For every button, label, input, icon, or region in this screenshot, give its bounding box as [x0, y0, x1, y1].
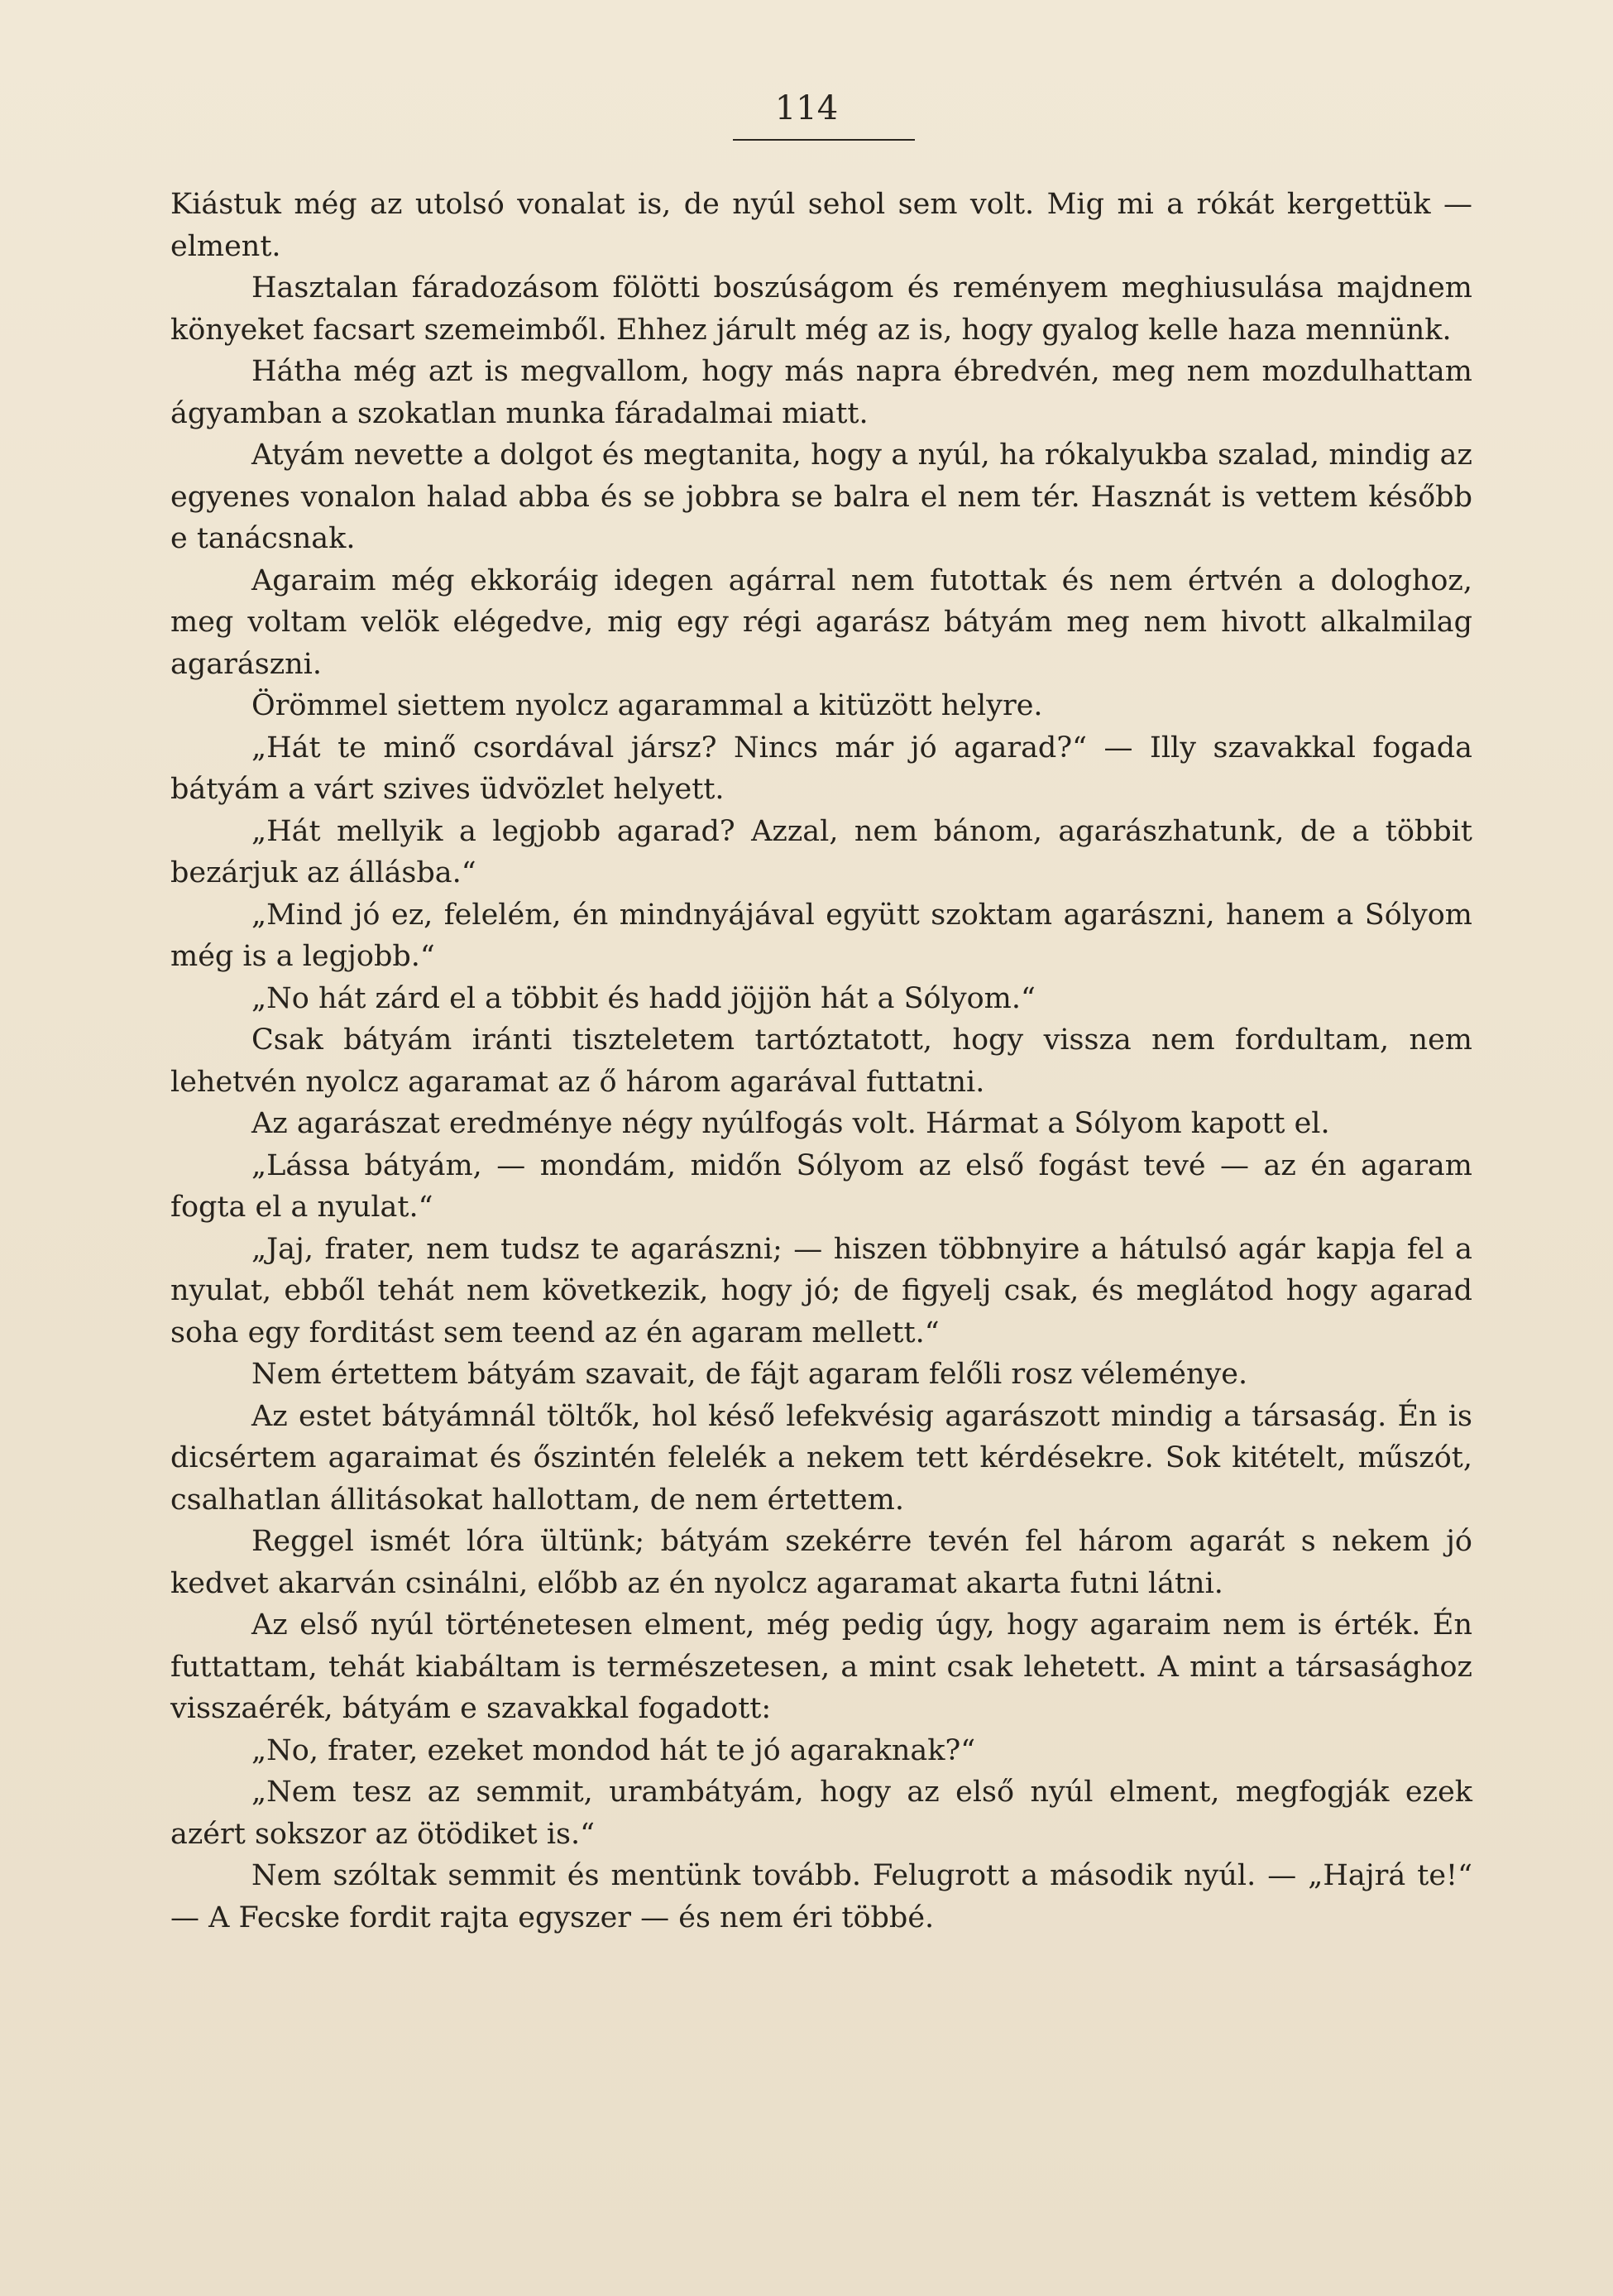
paragraph: Hátha még azt is megvallom, hogy más napra ébredvén, meg nem mozdulhattam ágyamban a szokatlan munka fáradalmai miatt.: [170, 355, 1472, 430]
paragraph: „Hát mellyik a legjobb agarad? Azzal, nem bánom, agarászhatunk, de a többit bezárjuk az állásba.“: [170, 814, 1472, 889]
paragraph: „Jaj, frater, nem tudsz te agarászni; — hiszen többnyire a hátulsó agár kapja fel a nyulat, ebből tehát nem következik, hogy jó; de figyelj csak, és meglátod hogy agarad soha egy forditást sem teend az én agaram mellett.“: [170, 1232, 1472, 1349]
paragraph: „Mind jó ez, felelém, én mindnyájával együtt szoktam agarászni, hanem a Sólyom még is a legjobb.“: [170, 898, 1472, 973]
paragraph: Nem értettem bátyám szavait, de fájt agaram felőli rosz véleménye.: [251, 1358, 1248, 1391]
paragraph: Kiástuk még az utolsó vonalat is, de nyúl sehol sem volt. Mig mi a rókát kergettük — elment.: [170, 188, 1472, 263]
paragraph: „Nem tesz az semmit, urambátyám, hogy az első nyúl elment, megfogják ezek azért sokszor az ötödiket is.“: [170, 1776, 1472, 1851]
page-number: 114: [774, 89, 839, 127]
paragraph: Az első nyúl történetesen elment, még pedig úgy, hogy agaraim nem is érték. Én futtattam, tehát kiabáltam is természetesen, a mint csak lehetett. A mint a társasághoz visszaérék, bátyám e szavakkal fogadott:: [170, 1608, 1472, 1725]
paragraph: Csak bátyám iránti tiszteletem tartóztatott, hogy vissza nem fordultam, nem lehetvén nyolcz agaramat az ő három agarával futtatni.: [170, 1023, 1472, 1099]
paragraph: „Hát te minő csordával jársz? Nincs már jó agarad?“ — Illy szavakkal fogada bátyám a várt szives üdvözlet helyett.: [170, 731, 1472, 806]
paragraph: Az estet bátyámnál töltők, hol késő lefekvésig agarászott mindig a társaság. Én is dicsértem agaraimat és őszintén felelék a nekem tett kérdésekre. Sok kitételt, műszót, csalhatlan állitásokat hallottam, de nem értettem.: [170, 1399, 1472, 1517]
paragraph: Nem szóltak semmit és mentünk tovább. Felugrott a második nyúl. — „Hajrá te!“ — A Fecske fordit rajta egyszer — és nem éri többé.: [170, 1859, 1472, 1934]
paragraph: „Lássa bátyám, — mondám, midőn Sólyom az első fogást tevé — az én agaram fogta el a nyulat.“: [170, 1148, 1472, 1224]
paragraph: Örömmel siettem nyolcz agarammal a kitüzött helyre.: [251, 689, 1043, 722]
paragraph: Atyám nevette a dolgot és megtanita, hogy a nyúl, ha rókalyukba szalad, mindig az egyenes vonalon halad abba és se jobbra se balra el nem tér. Hasznát is vettem később e tanácsnak.: [170, 439, 1472, 555]
paragraph: Agaraim még ekkoráig idegen agárral nem futottak és nem értvén a dologhoz, meg voltam velök elégedve, mig egy régi agarász bátyám meg nem hivott alkalmilag agarászni.: [170, 563, 1472, 681]
paragraph: Hasztalan fáradozásom fölötti boszúságom és reményem meghiusulása majdnem könyeket facsart szemeimből. Ehhez járult még az is, hogy gyalog kelle haza mennünk.: [170, 271, 1472, 347]
paragraph: Az agarászat eredménye négy nyúlfogás volt. Hármat a Sólyom kapott el.: [251, 1107, 1330, 1140]
page-number-rule: [733, 139, 915, 141]
paragraph: „No, frater, ezeket mondod hát te jó agaraknak?“: [251, 1733, 976, 1767]
paragraph: „No hát zárd el a többit és hadd jöjjön hát a Sólyom.“: [251, 981, 1036, 1015]
body-text: [170, 184, 1472, 1939]
paragraph: Reggel ismét lóra ültünk; bátyám szekérre tevén fel három agarát s nekem jó kedvet akarván csinálni, előbb az én nyolcz agaramat akarta futni látni.: [170, 1525, 1472, 1600]
